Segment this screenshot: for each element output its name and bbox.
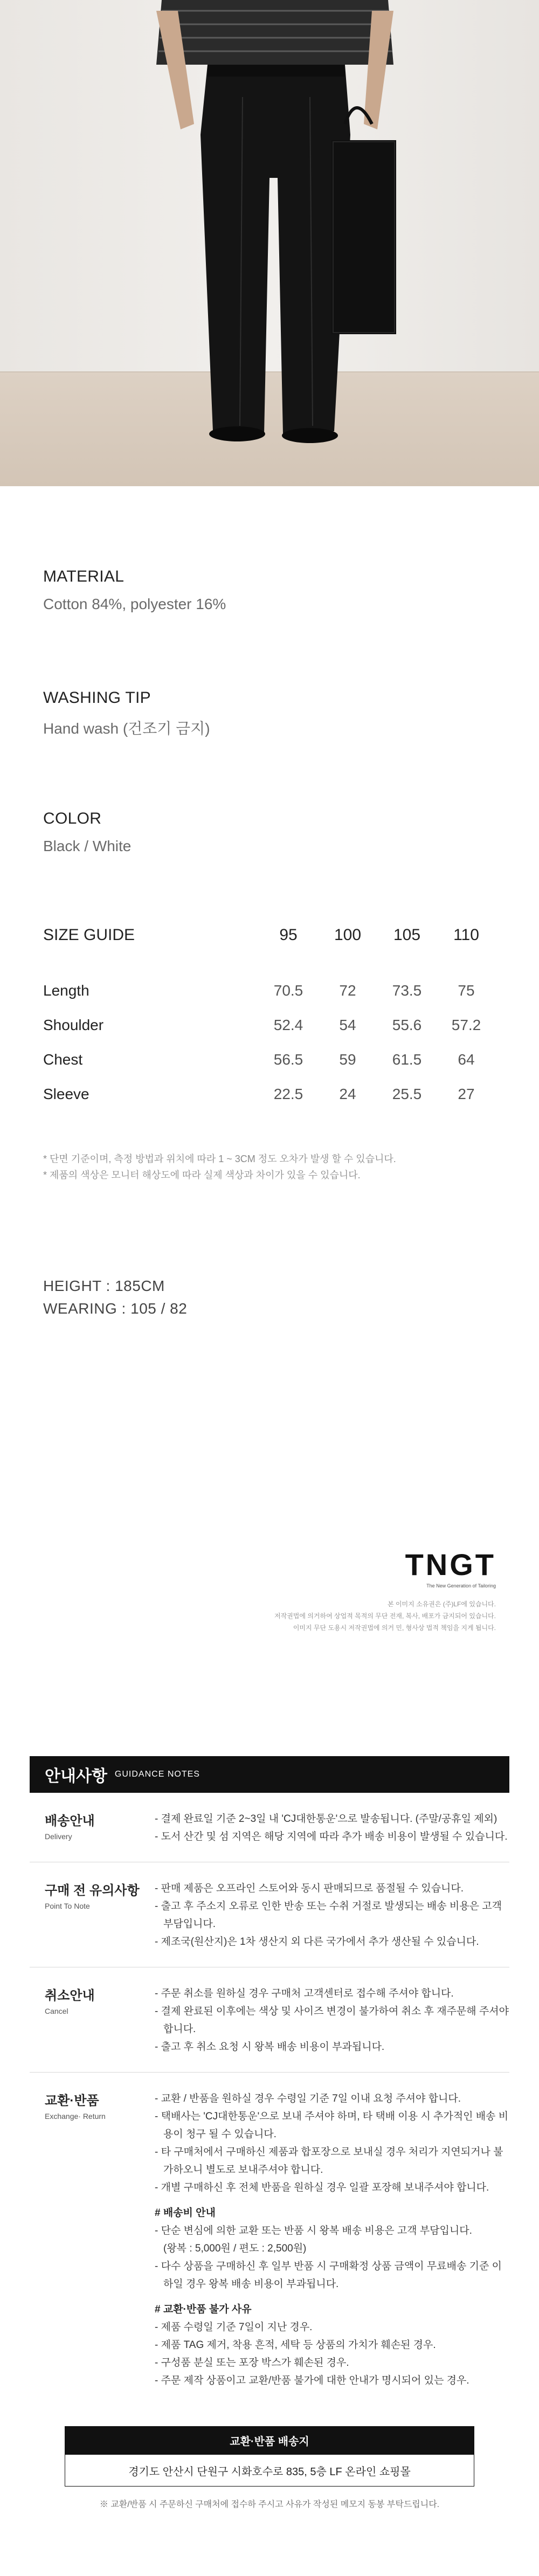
brand-logo: TNGT	[405, 1548, 496, 1581]
section-heading	[45, 2090, 106, 2121]
section-body	[155, 1793, 509, 1862]
guidance-title-en: GUIDANCE NOTES	[114, 1770, 200, 1779]
section-title: 구매 전 유의사항	[45, 1883, 140, 1898]
guide-line: - 주문 취소를 원하실 경우 구매처 고객센터로 접수해 주셔야 합니다.	[155, 1988, 454, 1999]
guidance-title: 안내사항	[45, 1767, 107, 1785]
measure-value: 59	[339, 1051, 356, 1068]
copyright-line: 이미지 무단 도용시 저작권법에 의거 민, 형사상 법적 책임을 지게 됩니다.	[293, 1624, 496, 1632]
section-heading	[45, 1880, 140, 1910]
measure-label: Shoulder	[43, 1017, 104, 1033]
washing-value: Hand wash (건조기 금지)	[43, 720, 210, 737]
size-notes	[43, 1151, 396, 1183]
guide-line: - 제품 TAG 제거, 착용 흔적, 세탁 등 상품의 가치가 훼손된 경우.	[155, 2339, 436, 2351]
section-title: 취소안내	[45, 1988, 95, 2003]
guidance-header	[30, 1756, 509, 1793]
guide-line: - 다수 상품을 구매하신 후 일부 반품 시 구매확정 상품 금액이 무료배송 기준 이하일 경우 왕복 배송 비용이 부과됩니다.	[155, 2261, 502, 2290]
measure-label: Length	[43, 982, 89, 999]
size-guide-label: SIZE GUIDE	[43, 926, 135, 944]
return-address-block	[30, 2426, 509, 2510]
measure-value: 75	[458, 982, 475, 999]
section-title-en: Cancel	[45, 2007, 68, 2015]
measure-value: 54	[339, 1017, 356, 1033]
brand-tagline: The New Generation of Tailoring	[426, 1583, 496, 1589]
measure-value: 61.5	[392, 1051, 422, 1068]
return-address-note: ※ 교환/반품 시 주문하신 구매처에 접수하 주시고 사유가 작성된 메모지 동봉 부탁드립니다.	[99, 2500, 440, 2509]
measure-label: Sleeve	[43, 1086, 89, 1102]
cancel-section	[30, 1967, 509, 2073]
return-address: 경기도 안산시 단원구 시화호수로 835, 5층 LF 온라인 쇼핑몰	[65, 2454, 474, 2487]
shipping-fee-heading: # 배송비 안내	[155, 2207, 216, 2219]
model-height: HEIGHT : 185CM	[43, 1277, 165, 1294]
color-section	[43, 810, 496, 855]
material-value: Cotton 84%, polyester 16%	[43, 596, 226, 612]
color-label: COLOR	[43, 810, 102, 827]
model-info	[43, 1275, 187, 1320]
guide-line: - 단순 변심에 의한 교환 또는 반품 시 왕복 배송 비용은 고객 부담입니다.	[155, 2225, 472, 2236]
section-title: 교환·반품	[45, 2094, 99, 2108]
measure-value: 70.5	[273, 982, 303, 999]
size-column-header: 95	[279, 926, 298, 944]
measure-value: 57.2	[451, 1017, 481, 1033]
measure-value: 22.5	[273, 1086, 303, 1102]
point-to-note-section	[30, 1862, 509, 1967]
guide-line: - 결제 완료된 이후에는 색상 및 사이즈 변경이 불가하여 취소 후 재주문해 주셔야 합니다.	[155, 2006, 509, 2035]
guide-line: - 구성품 분실 또는 포장 박스가 훼손된 경우.	[155, 2357, 349, 2368]
measure-value: 72	[339, 982, 356, 999]
section-body	[155, 1862, 509, 1967]
color-value: Black / White	[43, 838, 132, 854]
guide-line: - 개별 구매하신 후 전체 반품을 원하실 경우 일괄 포장해 보내주셔야 합니다.	[155, 2182, 489, 2193]
guidance-notes	[30, 1756, 509, 2510]
measure-label: Chest	[43, 1051, 83, 1068]
measure-value: 25.5	[392, 1086, 422, 1102]
guide-line: - 도서 산간 및 섬 지역은 해당 지역에 따라 추가 배송 비용이 발생될 수 있습니다.	[155, 1831, 508, 1842]
measure-value: 64	[458, 1051, 475, 1068]
guide-line: - 판매 제품은 오프라인 스토어와 동시 판매되므로 품절될 수 있습니다.	[155, 1883, 464, 1894]
guide-line: - 제조국(원산지)은 1차 생산지 외 다른 국가에서 추가 생산될 수 있습니다.	[155, 1936, 479, 1947]
material-section	[43, 568, 496, 613]
guide-line: (왕복 : 5,000원 / 편도 : 2,500원)	[163, 2243, 307, 2254]
measure-value: 55.6	[392, 1017, 422, 1033]
size-note: * 단면 기준이며, 측정 방법과 위치에 따라 1 ~ 3CM 정도 오차가 발생 할 수 있습니다.	[43, 1154, 396, 1164]
guide-line: - 택배사는 'CJ대한통운'으로 보내 주셔야 하며, 타 택배 이용 시 추가적인 배송 비용이 청구 될 수 있습니다.	[155, 2111, 509, 2140]
size-column-header: 100	[334, 926, 362, 944]
size-guide-table	[43, 916, 496, 1111]
copyright-line: 본 이미지 소유권은 (주)LF에 있습니다.	[388, 1600, 496, 1608]
guide-line: - 주문 제작 상품이고 교환/반품 불가에 대한 안내가 명시되어 있는 경우.	[155, 2375, 469, 2386]
measure-value: 73.5	[392, 982, 422, 999]
table-row	[43, 973, 496, 1008]
section-body	[155, 1967, 509, 2072]
size-column-header: 110	[453, 926, 479, 944]
section-title-en: Delivery	[45, 1832, 72, 1841]
copyright-notice	[274, 1598, 496, 1634]
guide-line: - 타 구매처에서 구매하신 제품과 합포장으로 보내실 경우 처리가 지연되거나 불가하오니 별도로 보내주셔야 합니다.	[155, 2146, 503, 2176]
guide-line: - 결제 완료일 기준 2~3일 내 'CJ대한통운'으로 발송됩니다. (주말/공휴일 제외)	[155, 1813, 497, 1825]
table-row	[43, 1008, 496, 1042]
guide-line: - 출고 후 주소지 오류로 인한 반송 또는 수취 거절로 발생되는 배송 비용은 고객 부담입니다.	[155, 1901, 502, 1930]
exchange-return-section	[30, 2073, 509, 2406]
size-header-row	[43, 916, 496, 954]
measure-value: 52.4	[273, 1017, 303, 1033]
table-row	[43, 1042, 496, 1077]
section-heading	[45, 1985, 95, 2015]
delivery-section	[30, 1793, 509, 1862]
guide-line: - 출고 후 취소 요청 시 왕복 배송 비용이 부과됩니다.	[155, 2041, 385, 2053]
guide-line: - 제품 수령일 기준 7일이 지난 경우.	[155, 2322, 313, 2333]
table-row	[43, 1077, 496, 1111]
section-title-en: Point To Note	[45, 1902, 90, 1910]
measure-value: 27	[458, 1086, 475, 1102]
copyright-line: 저작권법에 의거하여 상업적 목적의 무단 전재, 복사, 배포가 금지되어 있습니다.	[274, 1612, 496, 1620]
size-note: * 제품의 색상은 모니터 해상도에 따라 실제 색상과 차이가 있을 수 있습니다.	[43, 1170, 361, 1180]
no-return-heading: # 교환·반품 불가 사유	[155, 2304, 252, 2315]
model-wearing: WEARING : 105 / 82	[43, 1300, 188, 1317]
measure-value: 56.5	[273, 1051, 303, 1068]
measure-value: 24	[339, 1086, 356, 1102]
brand-block	[274, 1547, 496, 1634]
section-body	[155, 2073, 509, 2406]
section-title-en: Exchange· Return	[45, 2112, 106, 2121]
section-heading	[45, 1810, 95, 1841]
model-wearing-pants-illustration	[0, 0, 539, 486]
material-label: MATERIAL	[43, 568, 125, 585]
washing-label: WASHING TIP	[43, 689, 151, 707]
section-title: 배송안내	[45, 1814, 95, 1828]
guide-line: - 교환 / 반품을 원하실 경우 수령일 기준 7일 이내 요청 주셔야 합니다.	[155, 2093, 461, 2104]
washing-section	[43, 689, 496, 738]
return-address-title: 교환·반품 배송지	[65, 2426, 474, 2454]
size-column-header: 105	[393, 926, 421, 944]
product-photo	[0, 0, 539, 486]
